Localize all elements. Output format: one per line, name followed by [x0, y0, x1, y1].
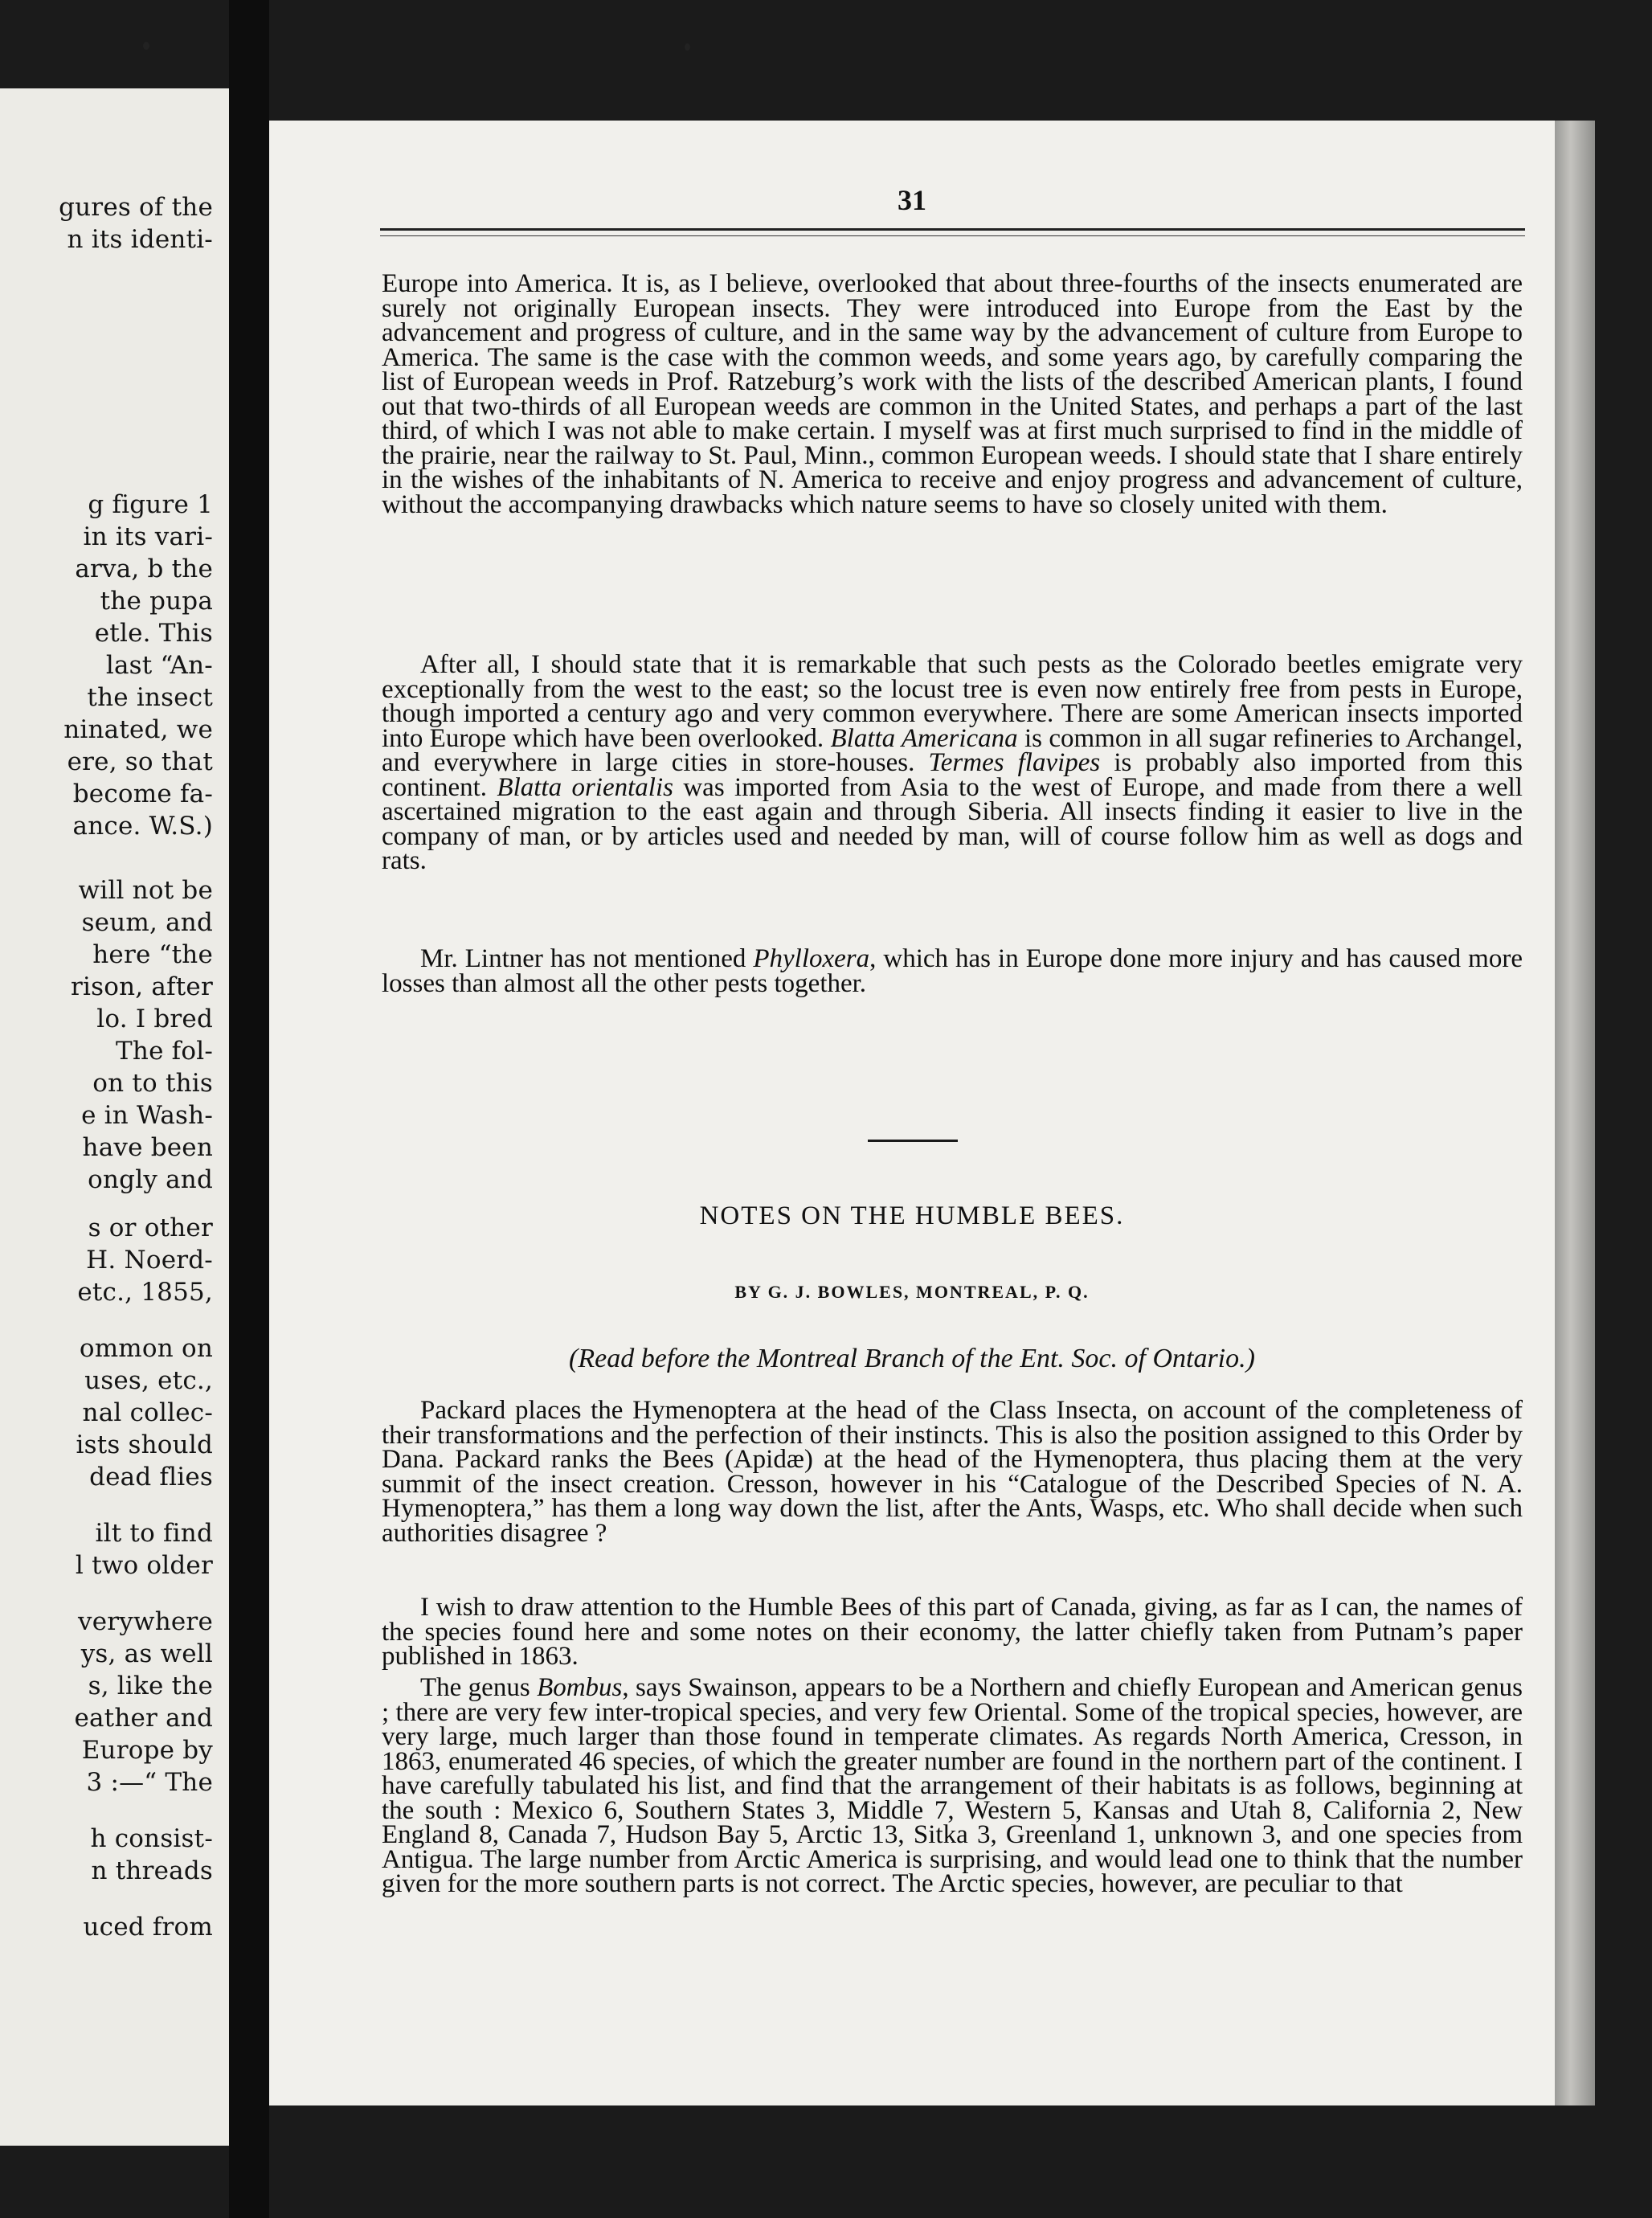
page-number: 31 [898, 184, 926, 216]
left-page-line: become fa- [72, 780, 213, 808]
left-page-line: ommon on [79, 1334, 213, 1363]
left-page-line: H. Noerd- [86, 1246, 213, 1275]
left-page-line: l two older [75, 1551, 213, 1580]
left-page-line: etle. This [94, 619, 213, 648]
dust-speck [685, 43, 690, 51]
book-gutter [229, 0, 269, 2218]
left-page-line: in its vari- [83, 522, 213, 551]
left-page-line: gures of the [59, 193, 213, 222]
left-page-line: nal collec- [82, 1398, 213, 1427]
left-page-fragment [0, 88, 229, 2146]
left-page-line: ere, so that [67, 747, 213, 776]
left-page-line: the pupa [100, 587, 213, 616]
left-page-line: ninated, we [63, 715, 213, 744]
left-page-line: seum, and [81, 908, 213, 937]
left-page-line: dead flies [89, 1463, 213, 1492]
paragraph-phylloxera: Mr. Lintner has not mentioned Phylloxera, which has in Europe done more injury and has caused more losses than almost all the other pests together. [382, 944, 1523, 998]
left-page-line: 3 :—“ The [86, 1768, 213, 1797]
section-divider [868, 1140, 958, 1142]
left-page-line: n its identi- [67, 225, 213, 254]
article-byline: BY G. J. BOWLES, MONTREAL, P. Q. [734, 1282, 1090, 1302]
left-page-line: here “the [92, 940, 213, 969]
header-rule-thin [380, 235, 1525, 236]
paragraph-pests: After all, I should state that it is remarkable that such pests as the Colorado beetles emigrate very exceptionally from the west to the east; so the locust tree is even now entirely free from pests in Europe, though imported a century ago and very common everywhere. There are some American insects imported into Europe which have been overlooked. Blatta Americana is common in all sugar refineries to Archangel, and everywhere in large cities in store-houses. Termes flavipes is probably also imported from this continent. Blatta orientalis was imported from Asia to the west of Europe, and made from there a well ascertained migration to the east again and through Siberia. All insects finding it easier to live in the company of man, or by articles used and needed by man, will of course follow him as well as dogs and rats. [382, 650, 1523, 875]
article-title: NOTES ON THE HUMBLE BEES. [699, 1201, 1125, 1230]
left-page-line: lo. I bred [96, 1005, 213, 1033]
article-paragraph-1: Packard places the Hymenoptera at the head of the Class Insecta, on account of the completeness of their transformations and the perfection of their instincts. This is also the position assigned to this Order by Dana. Packard ranks the Bees (Apidæ) at the head of the Hymenoptera, thus placing them at the very summit of the insect creation. Cresson, however in his “Catalogue of the Described Species of N. A. Hymenoptera,” has them a long way down the list, after the Ants, Wasps, etc. Who shall decide when such authorities disagree ? [382, 1396, 1523, 1548]
left-page-line: s or other [88, 1213, 213, 1242]
left-page-line: ongly and [88, 1165, 213, 1194]
left-page-line: rison, after [71, 972, 213, 1001]
left-page-line: ance. W.S.) [72, 812, 213, 841]
article-paragraph-3: The genus Bombus, says Swainson, appears to be a Northern and chiefly European and American genus ; there are very few inter-tropical species, and very few Oriental. Some of the tropical species, however, are very large, much larger than those found in temperate climates. As regards North America, Cresson, in 1863, enumerated 46 species, of which the greater number are found in the northern part of the continent. I have carefully tabulated his list, and find that the arrangement of their habitats is as follows, beginning at the south : Mexico 6, Southern States 3, Middle 7, Western 5, Kansas and Utah 8, California 2, New England 8, Canada 7, Hudson Bay 5, Arctic 13, Sitka 3, Greenland 1, unknown 3, and one species from Antigua. The large number from Arctic America is surprising, and would lead one to think that the number given for the more southern parts is not correct. The Arctic species, however, are peculiar to that [382, 1673, 1523, 1898]
left-page-line: e in Wash- [81, 1101, 213, 1130]
book-page [269, 121, 1555, 2105]
genus-name: Bombus [537, 1673, 623, 1702]
left-page-line: arva, b the [75, 554, 213, 583]
header-rule [380, 228, 1525, 231]
left-page-line: g figure 1 [88, 490, 213, 519]
species-name: Blatta Americana [830, 723, 1018, 753]
article-read-note: (Read before the Montreal Branch of the Ent. Soc. of Ontario.) [569, 1344, 1255, 1373]
species-name: Blatta orientalis [497, 772, 673, 802]
left-page-line: ilt to find [95, 1519, 213, 1548]
left-page-line: the insect [87, 683, 213, 712]
left-page-line: on to this [92, 1069, 213, 1098]
left-page-line: ists should [76, 1430, 213, 1459]
dust-speck [143, 42, 149, 50]
left-page-line: verywhere [77, 1607, 213, 1636]
species-name: Phylloxera [753, 944, 870, 973]
left-page-line: h consist- [90, 1824, 213, 1853]
left-page-line: n threads [91, 1856, 213, 1885]
left-page-line: uced from [83, 1913, 213, 1942]
left-page-line: have been [82, 1133, 213, 1162]
article-paragraph-2: I wish to draw attention to the Humble Bees of this part of Canada, giving, as far as I can, the names of the species found here and some notes on their economy, the latter chiefly taken from Putnam’s paper published in 1863. [382, 1593, 1523, 1671]
left-page-line: last “An- [105, 651, 213, 680]
left-page-line: etc., 1855, [77, 1278, 213, 1307]
left-page-line: will not be [78, 876, 213, 905]
left-page-line: The fol- [116, 1037, 213, 1066]
page-edge-stack [1555, 121, 1595, 2105]
left-page-line: Europe by [81, 1736, 213, 1765]
left-page-line: ys, as well [80, 1639, 213, 1668]
continuation-paragraph: Europe into America. It is, as I believe, overlooked that about three-fourths of the insects enumerated are surely not originally European insects. They were introduced into Europe from the East by the advancement and progress of culture, and in the same way by the advancement of culture from Europe to America. The same is the case with the common weeds, and some years ago, by carefully comparing the list of European weeds in Prof. Ratzeburg’s work with the lists of the described American plants, I found out that two-thirds of all European weeds are common in the United States, and perhaps a part of the last third, of which I was not able to make certain. I myself was at first much surprised to find in the middle of the prairie, near the railway to St. Paul, Minn., common European weeds. I should state that I share entirely in the wishes of the inhabitants of N. America to receive and enjoy progress and advancement of culture, without the accompanying drawbacks which nature seems to have so closely united with them. [382, 269, 1523, 519]
left-page-line: eather and [74, 1704, 213, 1733]
left-page-line: s, like the [88, 1672, 213, 1700]
left-page-line: uses, etc., [84, 1366, 213, 1395]
species-name: Termes flavipes [928, 748, 1101, 777]
